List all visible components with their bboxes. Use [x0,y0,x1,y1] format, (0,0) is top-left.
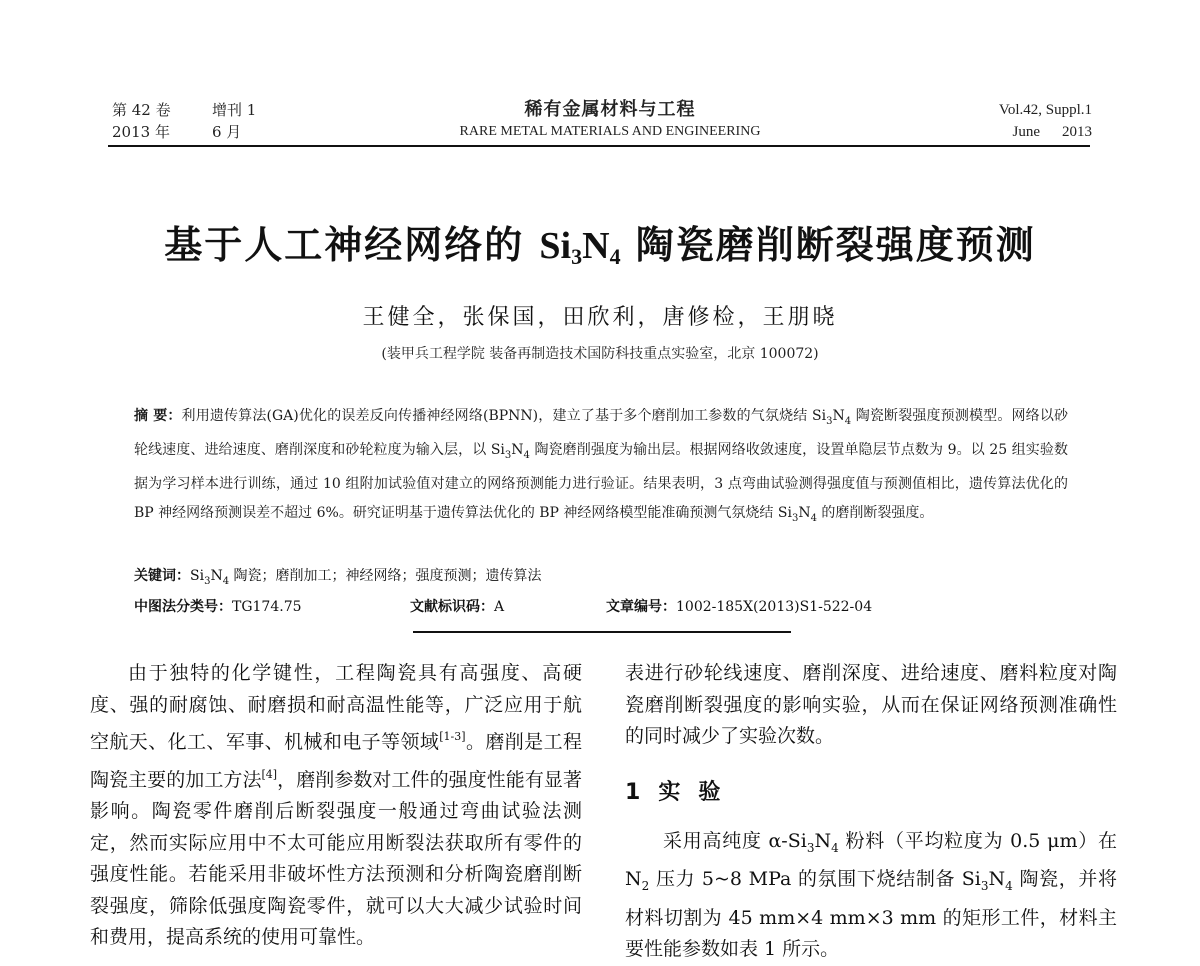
abstract-sub-1: 3 [826,415,833,427]
clc-value: TG174.75 [232,599,302,615]
abstract-text-2c: 陶瓷磨削强度为输出层。根据网络收敛速度，设置单隐层节点数为 9。以 25 组实验数据为学习样本进行训练，通过 10 组附加试验值对建立的网络预测能力进行验证。结果表明，3 点弯曲试验测得强度值与预测值相比，遗传算法优化的 BP 神经网络预测误差不超过 6%。研究证明基于遗传算法优化的 BP 神经网络模型能准确预测气氛烧结 Si [134,441,1068,521]
title-chem-n-sub: 4 [609,244,621,269]
header-year: 2013 年 [112,123,170,141]
keywords-label: 关键词： [134,568,190,584]
article-number [606,596,872,616]
doc-label: 文献标识码： [410,599,494,615]
clc-number [134,596,302,616]
header-issue: 增刊 1 [212,101,257,119]
header-divider [108,145,1090,147]
intro-text-b: 。磨削是工程陶瓷主要的加工方法 [90,731,582,791]
abstract-text-3b: N [798,504,811,521]
art-value: 1002-185X(2013)S1-522-04 [676,599,873,615]
abstract-text-2b: N [511,441,524,458]
journal-name-cn: 稀有金属材料与工程 [524,99,696,120]
clc-label: 中图法分类号： [134,599,232,615]
abstract-label: 摘 要： [134,408,182,424]
abstract-text-1: 利用遗传算法(GA)优化的误差反向传播神经网络(BPNN)，建立了基于多个磨削加工参数的气氛烧结 Si [181,408,827,424]
title-chem-formula [539,225,620,267]
exp-text-e: N [988,868,1006,891]
header-vol-en: Vol.42, Suppl.1 [998,102,1092,118]
keywords-text-1: Si [190,568,205,584]
abstract-sub-5: 3 [791,512,799,524]
header-journal [380,99,840,143]
abstract-text-3c: 的磨削断裂强度。 [816,504,934,521]
document-code [410,596,504,616]
header-year-en: 2013 [1062,124,1092,140]
header-month-en: June [1012,124,1040,140]
abstract-sub-4: 4 [523,449,530,461]
exp-text-b: N [814,830,832,852]
experiment-paragraph [625,826,1117,966]
exp-sub-3: 2 [641,879,650,894]
exp-text-f: 陶瓷，并将材料切割为 45 mm×4 mm×3 mm 的矩形工件，材料主要性能参数如表 1 所示。 [625,868,1117,961]
header-volume-info [112,99,256,143]
exp-sub-2: 4 [831,840,839,855]
intro-paragraph [90,658,582,954]
doc-value: A [494,599,505,615]
title-chem-si: Si [539,225,572,267]
keywords-text-1c: 陶瓷；磨削加工；神经网络；强度预测；遗传算法 [229,568,542,584]
citation-1-3: [1-3] [439,730,466,743]
keywords [134,565,542,587]
abstract-sub-6: 4 [810,512,817,524]
paper-title [0,214,1200,270]
abstract-text-1b: N [832,408,845,424]
header-volume: 第 42 卷 [112,101,171,119]
body-column-left [90,658,582,954]
abstract-divider [413,631,791,633]
abstract-sub-3: 3 [504,449,512,461]
section-heading [625,777,1117,809]
exp-sub-1: 3 [806,840,815,855]
continued-paragraph: 表进行砂轮线速度、磨削深度、进给速度、磨料粒度对陶瓷磨削断裂强度的影响实验，从而在保证网络预测准确性的同时减少了实验次数。 [625,662,1117,747]
art-label: 文章编号： [606,599,676,615]
citation-4: [4] [261,767,278,781]
section-number: 1 [625,779,641,805]
keywords-sub-2: 4 [222,575,230,587]
keywords-text-1b: N [210,568,223,584]
intro-text-a: 由于独特的化学键性，工程陶瓷具有高强度、高硬度、强的耐腐蚀、耐磨损和耐高温性能等，广泛应用于航空航天、化工、军事、机械和电子等领域 [90,662,582,753]
abstract [134,402,1068,532]
intro-text-c: ，磨削参数对工件的强度性能有显著影响。陶瓷零件磨削后断裂强度一般通过弯曲试验法测定，然而实际应用中不太可能应用断裂法获取所有零件的强度性能。若能采用非破坏性方法预测和分析陶瓷磨削断裂强度，筛除低强度陶瓷零件，就可以大大减少试验时间和费用，提高系统的使用可靠性。 [90,768,582,948]
title-chem-si-sub: 3 [571,244,583,269]
header-month: 6 月 [212,123,242,141]
exp-sub-5: 4 [1005,879,1013,894]
body-column-right [625,658,1117,966]
abstract-sub-2: 4 [844,415,852,427]
header-volume-en [999,99,1092,143]
exp-sub-4: 3 [980,879,989,894]
title-suffix: 陶瓷磨削断裂强度预测 [620,223,1036,267]
abstract-text-1c: 陶瓷断裂强度预测模型。网络以砂轮线速度、进给速度、磨削深度和砂轮粒度为输入层，以 Si [134,408,1068,458]
exp-text-c: 粉料（平均粒度为 0.5 μm）在 N [625,830,1117,891]
keywords-sub-1: 3 [204,575,211,587]
title-prefix: 基于人工神经网络的 [164,223,540,267]
author-list: 王健全，张保国，田欣利，唐修检，王朋晓 [362,305,838,330]
exp-text-a: 采用高纯度 α-Si [663,830,807,852]
affiliation: (装甲兵工程学院 装备再制造技术国防科技重点实验室，北京 100072) [381,346,819,362]
section-title: 实验 [658,779,739,805]
exp-text-d: 压力 5~8 MPa 的氛围下烧结制备 Si [649,868,981,891]
title-chem-n: N [582,225,610,267]
journal-name-en: RARE METAL MATERIALS AND ENGINEERING [459,124,761,139]
